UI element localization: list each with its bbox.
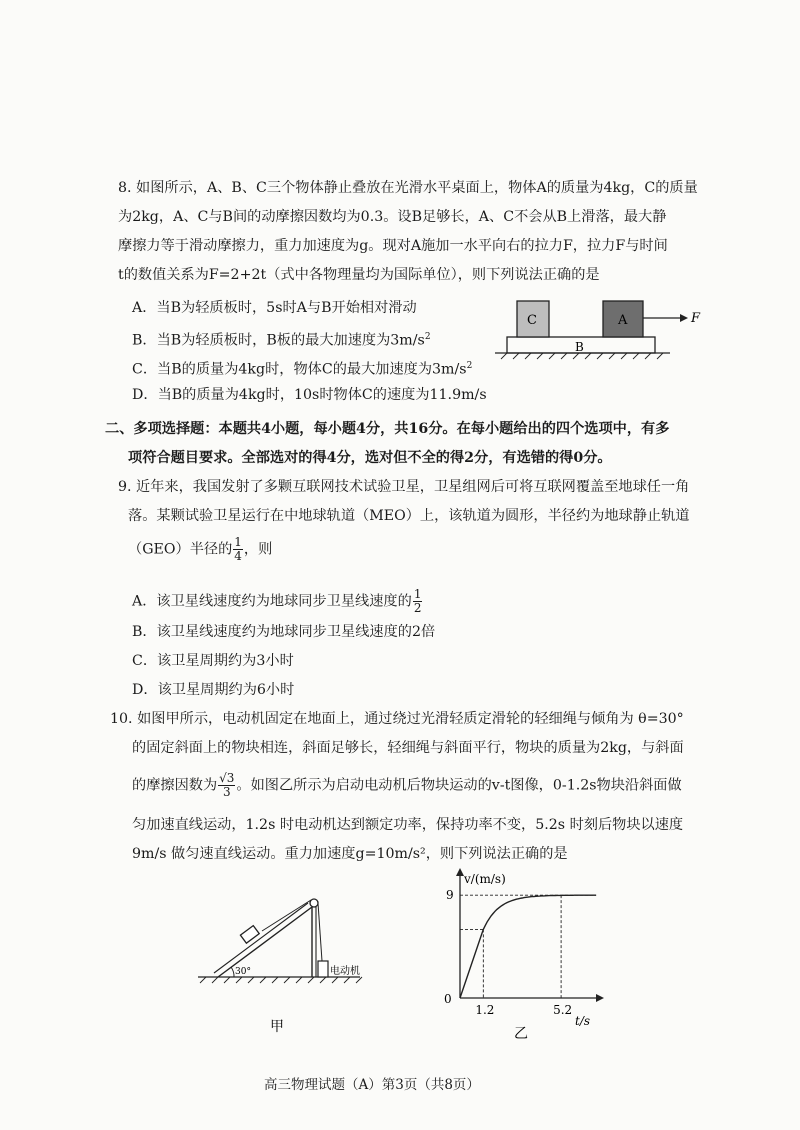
x-axis-label: t/s (575, 1014, 591, 1028)
tick-x-5-2: 5.2 (553, 1003, 573, 1017)
q10-line-3: 的摩擦因数为 $\frac{√3}{3}$ 。如图乙所示为启动电动机后物块运动的v-t图像，0-1.2s物块沿斜面做 (132, 771, 682, 799)
tick-y-9: 9 (446, 888, 454, 903)
q10-line-2: 的固定斜面上的物块相连，斜面足够长，轻细绳与斜面平行，物块的质量为2kg，与斜面 (132, 740, 684, 756)
q9-option-c: C．该卫星周期约为3小时 (132, 653, 294, 669)
caption-yi: 乙 (514, 1026, 528, 1042)
label-c: C (527, 313, 537, 328)
q9-option-b: B．该卫星线速度约为地球同步卫星线速度的2倍 (132, 624, 436, 640)
y-axis-label: v/(m/s) (464, 872, 506, 886)
label-a: A (618, 313, 628, 328)
page-footer: 高三物理试题（A）第3页（共8页） (264, 1077, 480, 1093)
angle-label: 30° (235, 967, 251, 977)
q10-line-5: 9m/s 做匀速直线运动。重力加速度g=10m/s²，则下列说法正确的是 (132, 846, 568, 862)
q10-line-4: 匀加速直线运动，1.2s 时电动机达到额定功率，保持功率不变，5.2s 时刻后物块以速度 (132, 817, 684, 833)
q9-line-2: 落。某颗试验卫星运行在中地球轨道（MEO）上，该轨道为圆形，半径约为地球静止轨道 (128, 508, 690, 524)
tick-x-1-2: 1.2 (475, 1003, 495, 1017)
q8-line-4: t的数值关系为F=2+2t（式中各物理量均为国际单位），则下列说法正确的是 (118, 267, 600, 283)
tick-origin: 0 (444, 992, 452, 1006)
motor-label: 电动机 (330, 966, 360, 977)
caption-jia: 甲 (270, 1019, 284, 1035)
q8-option-c: C．当B的质量为4kg时，物体C的最大加速度为$3m/s^2$ (132, 361, 473, 378)
section-2-line-1: 二、多项选择题：本题共4小题，每小题4分，共16分。在每小题给出的四个选项中，有多 (105, 421, 670, 437)
y-axis-arrow (456, 868, 464, 876)
q8-option-a: A．当B为轻质板时，5s时A与B开始相对滑动 (132, 300, 417, 316)
velocity-curve (460, 895, 596, 998)
x-axis-arrow (596, 994, 604, 1002)
q9-line-1: 9. 近年来，我国发射了多颗互联网技术试验卫星，卫星组网后可将互联网覆盖至地球任一角 (118, 479, 690, 495)
label-b: B (575, 340, 584, 354)
q8-figure (495, 293, 715, 373)
q8-line-1: 8. 如图所示，A、B、C三个物体静止叠放在光滑水平桌面上，物体A的质量为4kg，C的质量 (118, 180, 698, 196)
section-2-line-2: 项符合题目要求。全部选对的得4分，选对但不全的得2分，有选错的得0分。 (128, 450, 612, 466)
q8-line-3: 摩擦力等于滑动摩擦力，重力加速度为g。现对A施加一水平向右的拉力F，拉力F与时间 (118, 238, 668, 254)
q8-line-2: 为2kg，A、C与B间的动摩擦因数均为0.3。设B足够长，A、C不会从B上滑落，最大静 (118, 209, 667, 225)
q9-option-d: D．该卫星周期约为6小时 (132, 682, 295, 698)
q8-option-b: B．当B为轻质板时，B板的最大加速度为$3m/s^2$ (132, 332, 431, 349)
q8-option-d: D．当B的质量为4kg时，10s时物体C的速度为11.9m/s (132, 387, 487, 403)
q9-option-a: A．该卫星线速度约为地球同步卫星线速度的 $\frac{1}{2}$ (132, 587, 422, 615)
figure-jia (190, 893, 380, 1038)
figure-yi-vt-chart (430, 868, 610, 1042)
label-f: F (691, 311, 701, 326)
q10-line-1: 10. 如图甲所示，电动机固定在地面上，通过绕过光滑轻质定滑轮的轻细绳与倾角为 θ=30° (110, 711, 684, 727)
q9-line-3: （GEO）半径的 $\frac{1}{4}$ ，则 (128, 535, 273, 563)
